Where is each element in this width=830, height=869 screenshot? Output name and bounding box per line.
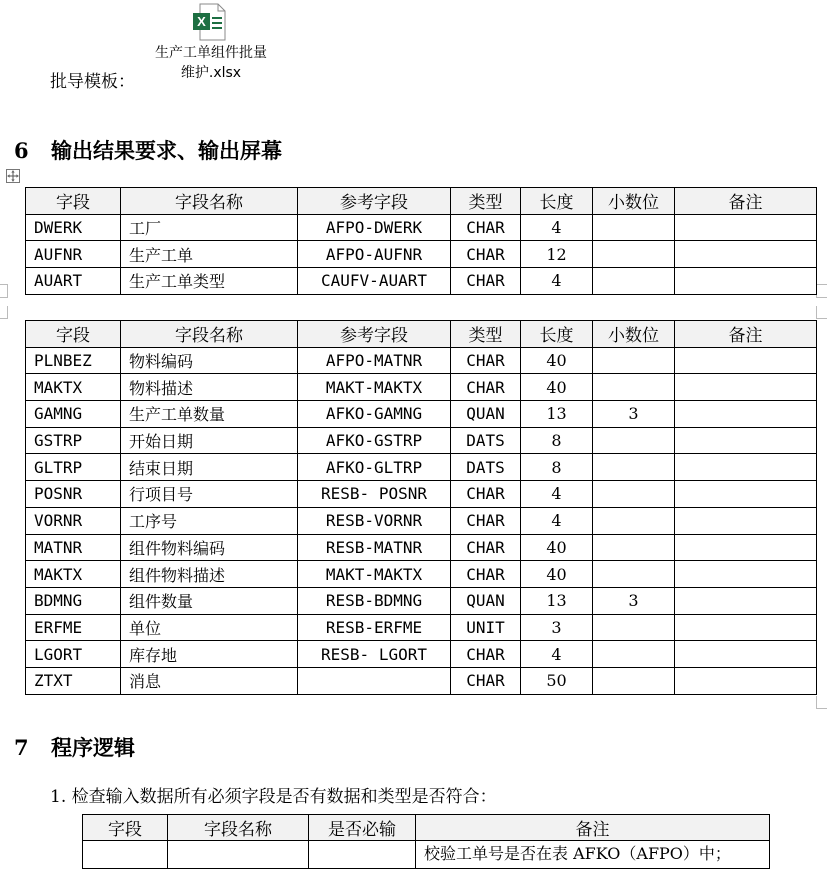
table-cell [593, 347, 675, 374]
table-cell: 40 [521, 561, 593, 588]
table-cell: LGORT [26, 641, 121, 668]
table-cell: 单位 [121, 614, 298, 641]
table-cell: 组件物料编码 [121, 534, 298, 561]
table-header-row [26, 321, 817, 348]
table-cell: AFKO-GAMNG [298, 401, 451, 428]
table-cell: CHAR [451, 374, 521, 401]
attachment-filename[interactable] [140, 43, 282, 83]
table-cell [83, 841, 168, 869]
table-cell: 4 [521, 641, 593, 668]
table-cell [675, 214, 817, 241]
excel-file-icon[interactable] [192, 3, 226, 41]
table-row [26, 214, 817, 241]
table-row [26, 241, 817, 268]
table-row [26, 507, 817, 534]
table-cell: 校验工单号是否在表 AFKO（AFPO）中； [416, 841, 770, 869]
table-cell: 12 [521, 241, 593, 268]
table-cell [593, 614, 675, 641]
table-cell: 结束日期 [121, 454, 298, 481]
column-header: 字段名称 [121, 321, 298, 348]
table-cell [298, 667, 451, 694]
table-cell: 3 [521, 614, 593, 641]
section-7-number: 7 [14, 735, 29, 760]
table-cell: 40 [521, 347, 593, 374]
table-cell: AFKO-GLTRP [298, 454, 451, 481]
page-corner-mark [0, 306, 8, 319]
table-cell: UNIT [451, 614, 521, 641]
table-row [26, 667, 817, 694]
table-cell: 4 [521, 481, 593, 508]
table-cell [593, 667, 675, 694]
table-cell: 生产工单类型 [121, 268, 298, 295]
table-cell [593, 268, 675, 295]
table-cell: MAKT-MAKTX [298, 374, 451, 401]
section-7-title: 程序逻辑 [51, 735, 135, 760]
table-cell [593, 534, 675, 561]
table-cell: 8 [521, 454, 593, 481]
table-cell: CHAR [451, 534, 521, 561]
table-cell: MATNR [26, 534, 121, 561]
table-cell: 组件物料描述 [121, 561, 298, 588]
table-cell: RESB-MATNR [298, 534, 451, 561]
table-cell [675, 241, 817, 268]
table-cell: 4 [521, 507, 593, 534]
table-cell: DATS [451, 454, 521, 481]
svg-text:X: X [197, 14, 206, 29]
table-cell [593, 481, 675, 508]
table-cell: 3 [593, 401, 675, 428]
table-cell: RESB- POSNR [298, 481, 451, 508]
column-header: 长度 [521, 188, 593, 215]
table-cell [593, 241, 675, 268]
table-cell: QUAN [451, 587, 521, 614]
table-cell [675, 347, 817, 374]
section-6-number: 6 [14, 138, 29, 163]
table-cell: RESB-ERFME [298, 614, 451, 641]
item-fields-table [25, 320, 817, 695]
table-cell [168, 841, 309, 869]
table-cell [593, 214, 675, 241]
table-cell: 消息 [121, 667, 298, 694]
logic-item-1: 1. 检查输入数据所有必须字段是否有数据和类型是否符合： [50, 787, 497, 807]
table-cell: RESB-VORNR [298, 507, 451, 534]
table-cell [675, 587, 817, 614]
table-cell [675, 268, 817, 295]
table-cell: GLTRP [26, 454, 121, 481]
header-fields-table [25, 187, 817, 295]
column-header: 长度 [521, 321, 593, 348]
table-cell: 8 [521, 427, 593, 454]
table-cell [675, 454, 817, 481]
table-cell: 生产工单 [121, 241, 298, 268]
column-header: 备注 [416, 815, 770, 841]
column-header: 小数位 [593, 188, 675, 215]
table-header-row [83, 815, 770, 841]
column-header: 字段 [26, 188, 121, 215]
table-cell: 物料编码 [121, 347, 298, 374]
table-cell: CAUFV-AUART [298, 268, 451, 295]
table-cell: ERFME [26, 614, 121, 641]
table-cell: BDMNG [26, 587, 121, 614]
table-row [26, 268, 817, 295]
template-label: 批导模板： [50, 72, 135, 92]
table-cell [593, 561, 675, 588]
section-6-heading [14, 137, 282, 165]
table-cell: 50 [521, 667, 593, 694]
table-cell: QUAN [451, 401, 521, 428]
column-header: 是否必输 [309, 815, 416, 841]
table-row [26, 454, 817, 481]
table-row [26, 347, 817, 374]
column-header: 字段名称 [168, 815, 309, 841]
table-cell [675, 667, 817, 694]
table-cell: 物料描述 [121, 374, 298, 401]
table-cell: PLNBEZ [26, 347, 121, 374]
table-cell: 13 [521, 401, 593, 428]
table-cell: 行项目号 [121, 481, 298, 508]
table-cell [675, 534, 817, 561]
table-cell [675, 374, 817, 401]
column-header: 类型 [451, 188, 521, 215]
column-header: 小数位 [593, 321, 675, 348]
table-cell [593, 507, 675, 534]
table-row [26, 534, 817, 561]
table-row [26, 561, 817, 588]
table-cell: DATS [451, 427, 521, 454]
table-cell: CHAR [451, 561, 521, 588]
table-cell: 开始日期 [121, 427, 298, 454]
table-cell: GAMNG [26, 401, 121, 428]
table-row [26, 401, 817, 428]
table-cell [593, 641, 675, 668]
page-corner-mark [816, 284, 827, 298]
page-corner-mark [816, 696, 827, 709]
table-cell [675, 401, 817, 428]
table-cell: MAKTX [26, 561, 121, 588]
table-cell [309, 841, 416, 869]
table-cell: 生产工单数量 [121, 401, 298, 428]
table-row [26, 614, 817, 641]
table-cell: 库存地 [121, 641, 298, 668]
table-cell: MAKT-MAKTX [298, 561, 451, 588]
table-row [26, 641, 817, 668]
page-corner-mark [816, 306, 827, 319]
table-row [83, 841, 770, 869]
table-cell [675, 561, 817, 588]
table-cell [675, 507, 817, 534]
table-row [26, 374, 817, 401]
table-cell [675, 481, 817, 508]
section-6-title: 输出结果要求、输出屏幕 [51, 138, 282, 163]
table-cell: CHAR [451, 347, 521, 374]
table-cell: CHAR [451, 214, 521, 241]
column-header: 字段名称 [121, 188, 298, 215]
table-cell: GSTRP [26, 427, 121, 454]
attachment-filename-line2: 维护.xlsx [180, 65, 242, 81]
table-row [26, 587, 817, 614]
table-cell: ZTXT [26, 667, 121, 694]
table-row [26, 481, 817, 508]
table-cell: AUART [26, 268, 121, 295]
table-cell [675, 427, 817, 454]
mandatory-check-table [82, 814, 770, 869]
table-cell: CHAR [451, 241, 521, 268]
table-row [26, 427, 817, 454]
table-cell: CHAR [451, 667, 521, 694]
table-cell: VORNR [26, 507, 121, 534]
table-cell: 40 [521, 534, 593, 561]
column-header: 参考字段 [298, 188, 451, 215]
table-cell: 13 [521, 587, 593, 614]
table-cell [593, 454, 675, 481]
table-cell: 组件数量 [121, 587, 298, 614]
attachment-filename-line1: 生产工单组件批量 [155, 45, 267, 61]
table-cell: RESB- LGORT [298, 641, 451, 668]
table-cell: AFKO-GSTRP [298, 427, 451, 454]
column-header: 类型 [451, 321, 521, 348]
table-cell [675, 614, 817, 641]
page-corner-mark [0, 284, 8, 298]
column-header: 备注 [675, 321, 817, 348]
table-cell: AFPO-MATNR [298, 347, 451, 374]
table-cell [675, 641, 817, 668]
table-cell: DWERK [26, 214, 121, 241]
table-cell: AFPO-AUFNR [298, 241, 451, 268]
column-header: 备注 [675, 188, 817, 215]
table-cell: MAKTX [26, 374, 121, 401]
table-move-handle-icon[interactable] [6, 169, 20, 183]
table-cell: CHAR [451, 641, 521, 668]
table-cell [593, 427, 675, 454]
table-cell: 3 [593, 587, 675, 614]
table-cell: 40 [521, 374, 593, 401]
table-cell: POSNR [26, 481, 121, 508]
table-cell: RESB-BDMNG [298, 587, 451, 614]
table-cell: CHAR [451, 268, 521, 295]
column-header: 字段 [83, 815, 168, 841]
table-cell: 4 [521, 268, 593, 295]
section-7-heading [14, 734, 135, 762]
table-cell: AFPO-DWERK [298, 214, 451, 241]
table-cell [593, 374, 675, 401]
table-cell: 工厂 [121, 214, 298, 241]
table-cell: 4 [521, 214, 593, 241]
table-cell: CHAR [451, 481, 521, 508]
column-header: 参考字段 [298, 321, 451, 348]
table-cell: AUFNR [26, 241, 121, 268]
table-cell: CHAR [451, 507, 521, 534]
table-cell: 工序号 [121, 507, 298, 534]
table-header-row [26, 188, 817, 215]
column-header: 字段 [26, 321, 121, 348]
